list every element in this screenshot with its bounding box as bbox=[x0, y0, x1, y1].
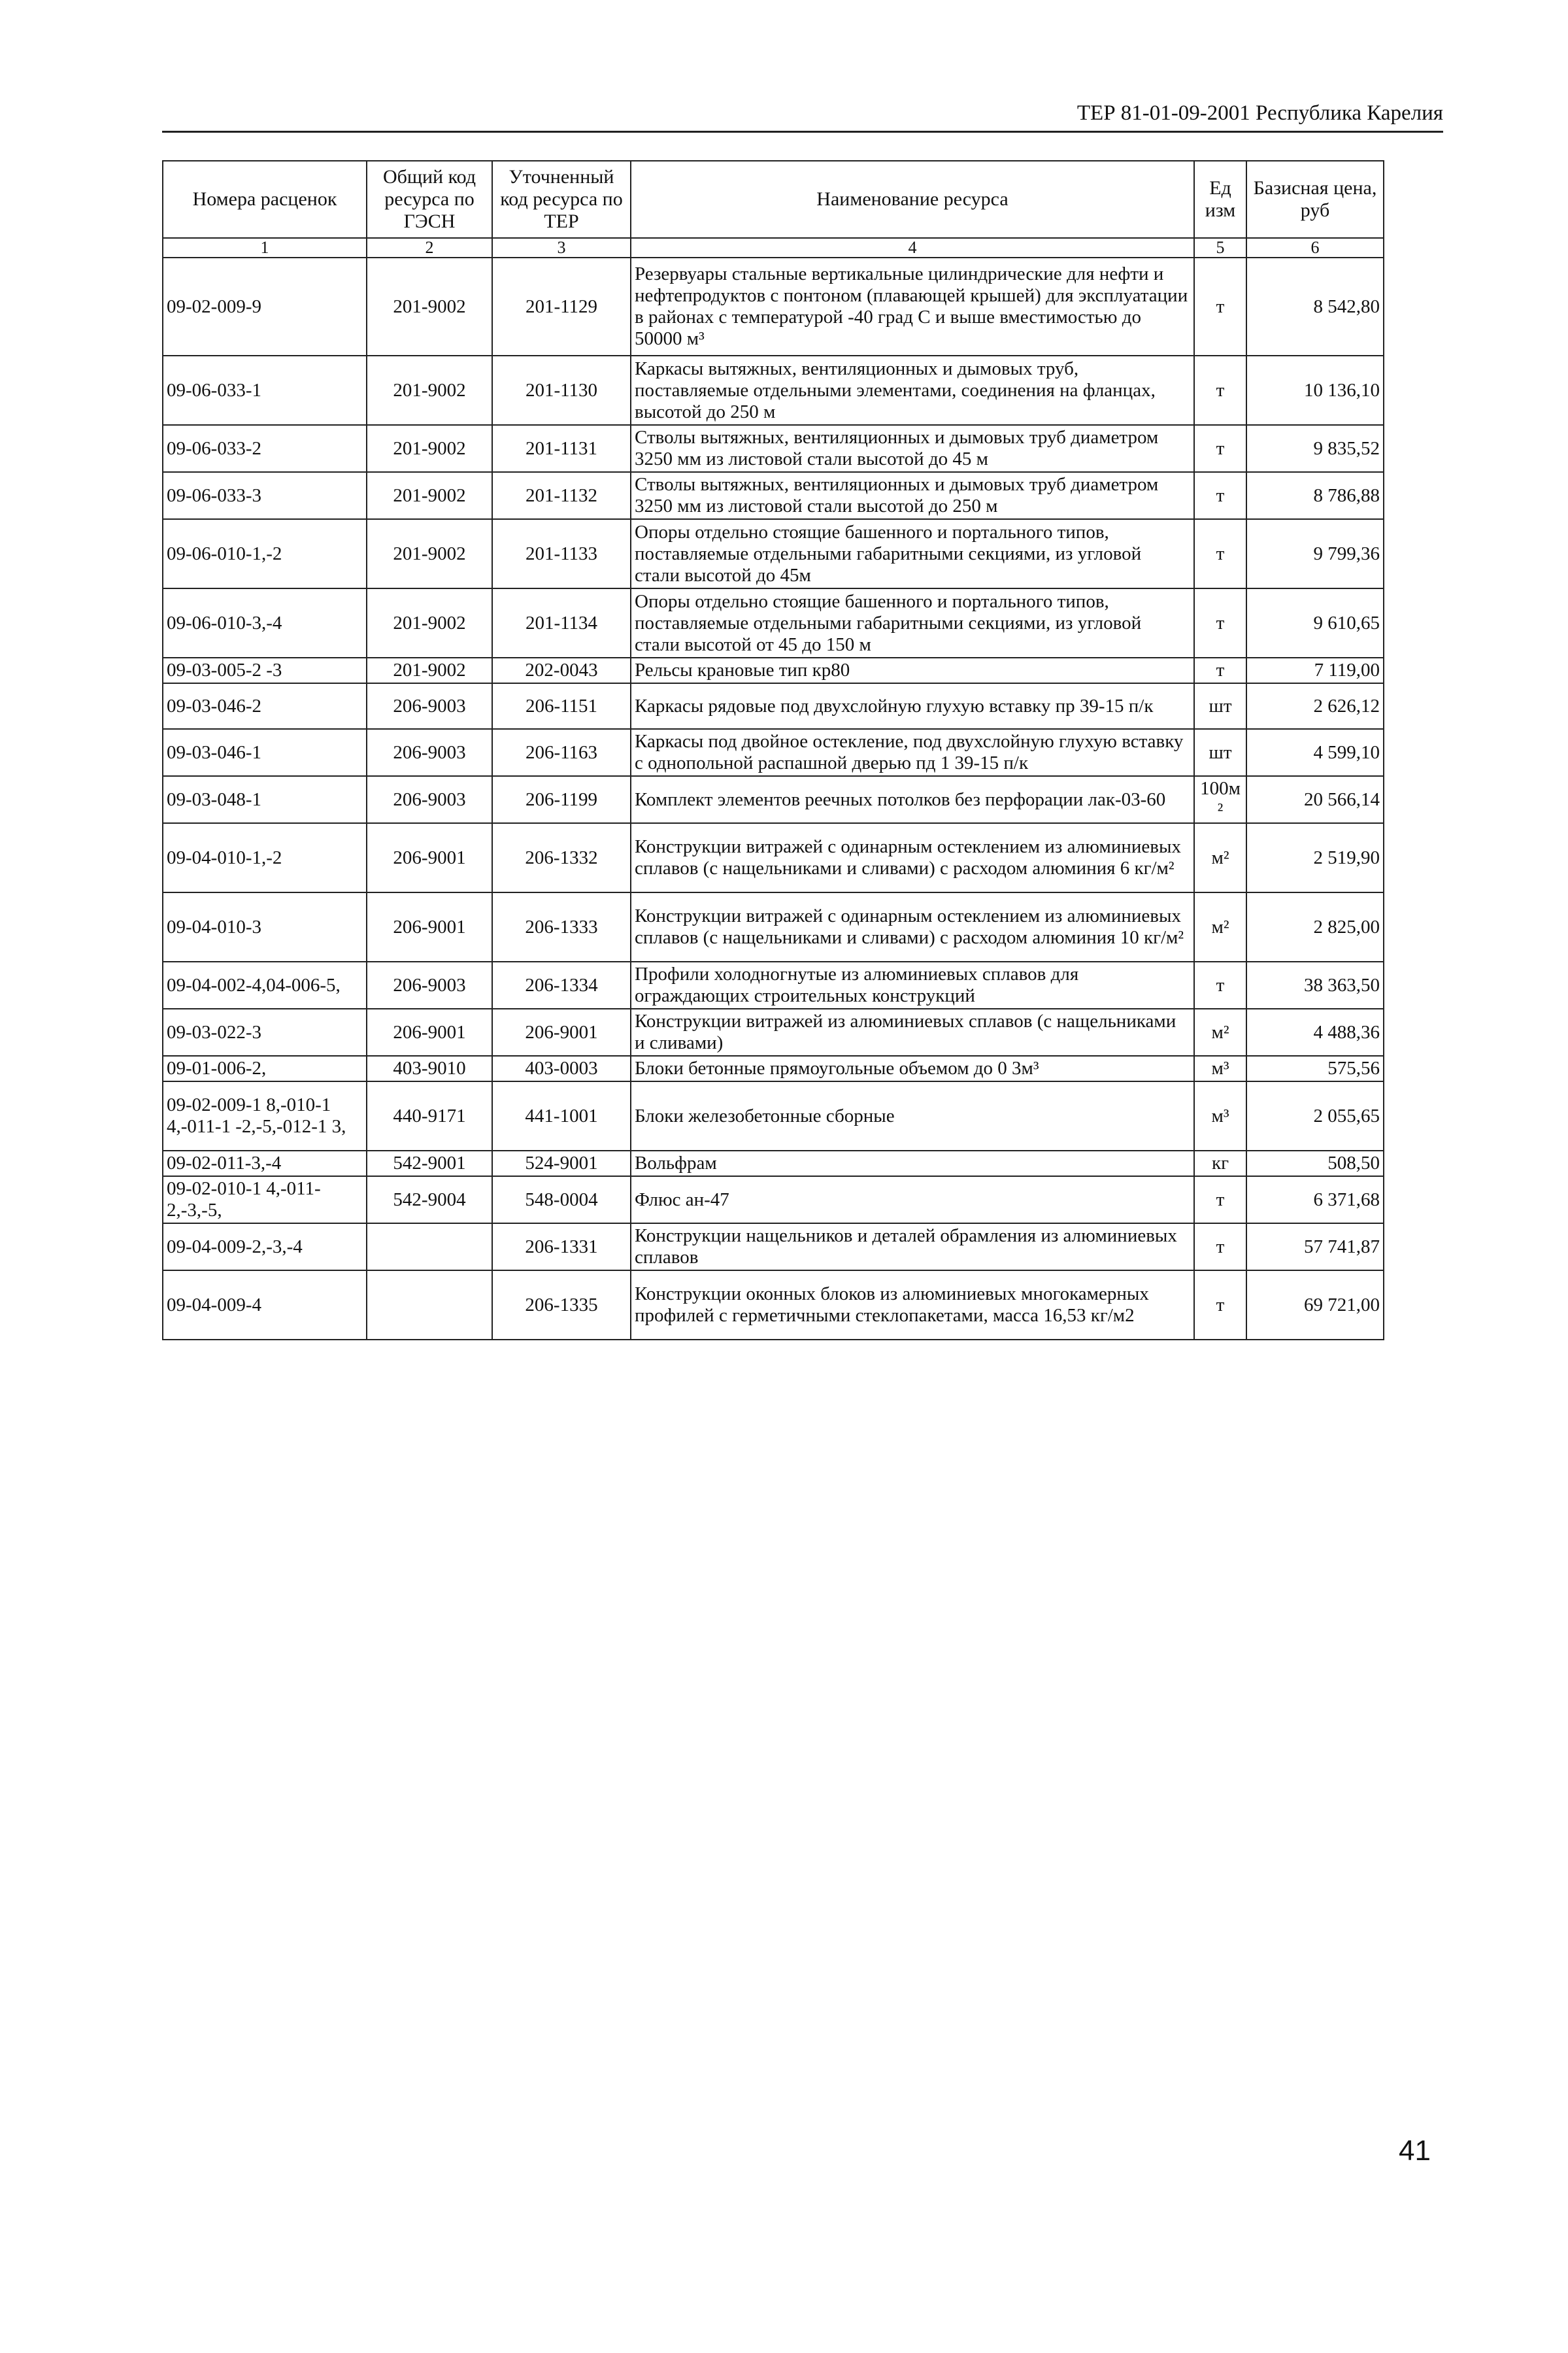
resource-name-cell: Опоры отдельно стоящие башенного и портального типов, поставляемые отдельными габаритными секциями, из угловой стали высотой от 45 до 150 м bbox=[631, 588, 1194, 658]
unit-cell: кг bbox=[1194, 1151, 1246, 1176]
price-cell: 20 566,14 bbox=[1246, 776, 1384, 823]
rate-number-cell: 09-02-011-3,-4 bbox=[163, 1151, 367, 1176]
ter-code-cell: 201-1134 bbox=[492, 588, 631, 658]
price-cell: 2 626,12 bbox=[1246, 683, 1384, 729]
column-number: 5 bbox=[1194, 238, 1246, 258]
unit-cell: т bbox=[1194, 1270, 1246, 1340]
table-row bbox=[163, 519, 1384, 588]
gesn-code-cell bbox=[367, 1270, 492, 1340]
rate-number-cell: 09-04-002-4,04-006-5, bbox=[163, 962, 367, 1009]
table-row bbox=[163, 1151, 1384, 1176]
resource-name-cell: Комплект элементов реечных потолков без перфорации лак-03-60 bbox=[631, 776, 1194, 823]
rate-number-cell: 09-06-010-3,-4 bbox=[163, 588, 367, 658]
resource-name-cell: Рельсы крановые тип кр80 bbox=[631, 658, 1194, 683]
gesn-code-cell: 201-9002 bbox=[367, 472, 492, 519]
ter-code-cell: 206-1331 bbox=[492, 1223, 631, 1270]
unit-cell: шт bbox=[1194, 683, 1246, 729]
rate-number-cell: 09-04-009-4 bbox=[163, 1270, 367, 1340]
column-number: 1 bbox=[163, 238, 367, 258]
price-cell: 69 721,00 bbox=[1246, 1270, 1384, 1340]
unit-cell: м³ bbox=[1194, 1081, 1246, 1151]
table-row bbox=[163, 658, 1384, 683]
unit-cell: т bbox=[1194, 1176, 1246, 1223]
gesn-code-cell: 201-9002 bbox=[367, 519, 492, 588]
ter-code-cell: 206-1333 bbox=[492, 892, 631, 962]
price-cell: 9 799,36 bbox=[1246, 519, 1384, 588]
column-header: Общий код ресурса по ГЭСН bbox=[367, 161, 492, 238]
price-cell: 508,50 bbox=[1246, 1151, 1384, 1176]
unit-cell: т bbox=[1194, 588, 1246, 658]
price-cell: 57 741,87 bbox=[1246, 1223, 1384, 1270]
unit-cell: т bbox=[1194, 658, 1246, 683]
table-row bbox=[163, 729, 1384, 776]
price-cell: 9 835,52 bbox=[1246, 425, 1384, 472]
gesn-code-cell bbox=[367, 1223, 492, 1270]
gesn-code-cell: 206-9001 bbox=[367, 1009, 492, 1056]
ter-code-cell: 201-1130 bbox=[492, 356, 631, 425]
resource-name-cell: Конструкции витражей с одинарным остеклением из алюминиевых сплавов (с нащельниками и сливами) с расходом алюминия 10 кг/м² bbox=[631, 892, 1194, 962]
rate-number-cell: 09-01-006-2, bbox=[163, 1056, 367, 1081]
ter-code-cell: 524-9001 bbox=[492, 1151, 631, 1176]
unit-cell: м² bbox=[1194, 823, 1246, 892]
gesn-code-cell: 206-9001 bbox=[367, 892, 492, 962]
resource-name-cell: Конструкции оконных блоков из алюминиевых многокамерных профилей с герметичными стеклопакетами, масса 16,53 кг/м2 bbox=[631, 1270, 1194, 1340]
table-row bbox=[163, 425, 1384, 472]
unit-cell: 100м² bbox=[1194, 776, 1246, 823]
rate-number-cell: 09-06-010-1,-2 bbox=[163, 519, 367, 588]
unit-cell: т bbox=[1194, 356, 1246, 425]
ter-code-cell: 201-1131 bbox=[492, 425, 631, 472]
column-header: Базисная цена, руб bbox=[1246, 161, 1384, 238]
ter-code-cell: 206-1335 bbox=[492, 1270, 631, 1340]
gesn-code-cell: 201-9002 bbox=[367, 588, 492, 658]
table-row bbox=[163, 472, 1384, 519]
column-number: 6 bbox=[1246, 238, 1384, 258]
unit-cell: м² bbox=[1194, 892, 1246, 962]
price-cell: 38 363,50 bbox=[1246, 962, 1384, 1009]
gesn-code-cell: 206-9003 bbox=[367, 683, 492, 729]
resource-name-cell: Каркасы под двойное остекление, под двухслойную глухую вставку с однопольной распашной дверью пд 1 39-15 п/к bbox=[631, 729, 1194, 776]
gesn-code-cell: 206-9003 bbox=[367, 962, 492, 1009]
ter-code-cell: 201-1133 bbox=[492, 519, 631, 588]
ter-code-cell: 206-9001 bbox=[492, 1009, 631, 1056]
column-header: Наименование ресурса bbox=[631, 161, 1194, 238]
ter-code-cell: 206-1151 bbox=[492, 683, 631, 729]
rate-number-cell: 09-03-046-2 bbox=[163, 683, 367, 729]
table-row bbox=[163, 258, 1384, 356]
rate-number-cell: 09-03-005-2 -3 bbox=[163, 658, 367, 683]
resource-name-cell: Стволы вытяжных, вентиляционных и дымовых труб диаметром 3250 мм из листовой стали высотой до 45 м bbox=[631, 425, 1194, 472]
column-number: 3 bbox=[492, 238, 631, 258]
gesn-code-cell: 542-9004 bbox=[367, 1176, 492, 1223]
resource-name-cell: Опоры отдельно стоящие башенного и портального типов, поставляемые отдельными габаритными секциями, из угловой стали высотой до 45м bbox=[631, 519, 1194, 588]
table-row bbox=[163, 1223, 1384, 1270]
price-cell: 2 519,90 bbox=[1246, 823, 1384, 892]
resource-name-cell: Блоки железобетонные сборные bbox=[631, 1081, 1194, 1151]
gesn-code-cell: 206-9003 bbox=[367, 729, 492, 776]
column-header: Ед изм bbox=[1194, 161, 1246, 238]
resource-name-cell: Каркасы рядовые под двухслойную глухую вставку пр 39-15 п/к bbox=[631, 683, 1194, 729]
gesn-code-cell: 201-9002 bbox=[367, 658, 492, 683]
unit-cell: т bbox=[1194, 472, 1246, 519]
page-header bbox=[162, 97, 1443, 133]
price-cell: 6 371,68 bbox=[1246, 1176, 1384, 1223]
gesn-code-cell: 206-9001 bbox=[367, 823, 492, 892]
price-cell: 8 542,80 bbox=[1246, 258, 1384, 356]
rate-number-cell: 09-04-010-3 bbox=[163, 892, 367, 962]
table-row bbox=[163, 1176, 1384, 1223]
column-number: 2 bbox=[367, 238, 492, 258]
ter-code-cell: 206-1334 bbox=[492, 962, 631, 1009]
rate-number-cell: 09-03-048-1 bbox=[163, 776, 367, 823]
rate-number-cell: 09-03-022-3 bbox=[163, 1009, 367, 1056]
rate-number-cell: 09-04-009-2,-3,-4 bbox=[163, 1223, 367, 1270]
resource-name-cell: Профили холодногнутые из алюминиевых сплавов для ограждающих строительных конструкций bbox=[631, 962, 1194, 1009]
table-row bbox=[163, 1009, 1384, 1056]
table-row bbox=[163, 892, 1384, 962]
table-row bbox=[163, 356, 1384, 425]
gesn-code-cell: 201-9002 bbox=[367, 425, 492, 472]
page-number: 41 bbox=[1399, 2135, 1431, 2167]
ter-code-cell: 206-1199 bbox=[492, 776, 631, 823]
resource-name-cell: Конструкции витражей из алюминиевых сплавов (с нащельниками и сливами) bbox=[631, 1009, 1194, 1056]
gesn-code-cell: 201-9002 bbox=[367, 258, 492, 356]
table-row bbox=[163, 1081, 1384, 1151]
table-row bbox=[163, 962, 1384, 1009]
resource-name-cell: Флюс ан-47 bbox=[631, 1176, 1194, 1223]
price-cell: 575,56 bbox=[1246, 1056, 1384, 1081]
resource-name-cell: Резервуары стальные вертикальные цилиндрические для нефти и нефтепродуктов с понтоном (плавающей крышей) для эксплуатации в районах с температурой -40 град С и выше вместимостью до 50000 м³ bbox=[631, 258, 1194, 356]
resource-name-cell: Блоки бетонные прямоугольные объемом до 0 3м³ bbox=[631, 1056, 1194, 1081]
unit-cell: шт bbox=[1194, 729, 1246, 776]
unit-cell: м³ bbox=[1194, 1056, 1246, 1081]
column-header: Уточненный код ресурса по ТЕР bbox=[492, 161, 631, 238]
unit-cell: т bbox=[1194, 519, 1246, 588]
ter-code-cell: 206-1332 bbox=[492, 823, 631, 892]
rate-number-cell: 09-02-009-1 8,-010-1 4,-011-1 -2,-5,-012-1 3, bbox=[163, 1081, 367, 1151]
price-cell: 10 136,10 bbox=[1246, 356, 1384, 425]
rate-number-cell: 09-02-009-9 bbox=[163, 258, 367, 356]
ter-code-cell: 201-1132 bbox=[492, 472, 631, 519]
resource-name-cell: Каркасы вытяжных, вентиляционных и дымовых труб, поставляемые отдельными элементами, соединения на фланцах, высотой до 250 м bbox=[631, 356, 1194, 425]
ter-code-cell: 548-0004 bbox=[492, 1176, 631, 1223]
price-cell: 4 599,10 bbox=[1246, 729, 1384, 776]
price-cell: 7 119,00 bbox=[1246, 658, 1384, 683]
resource-name-cell: Конструкции нащельников и деталей обрамления из алюминиевых сплавов bbox=[631, 1223, 1194, 1270]
table-row bbox=[163, 823, 1384, 892]
rate-number-cell: 09-04-010-1,-2 bbox=[163, 823, 367, 892]
price-cell: 2 825,00 bbox=[1246, 892, 1384, 962]
rate-number-cell: 09-06-033-1 bbox=[163, 356, 367, 425]
gesn-code-cell: 403-9010 bbox=[367, 1056, 492, 1081]
unit-cell: м² bbox=[1194, 1009, 1246, 1056]
resource-price-table bbox=[162, 160, 1384, 1340]
resource-name-cell: Стволы вытяжных, вентиляционных и дымовых труб диаметром 3250 мм из листовой стали высотой до 250 м bbox=[631, 472, 1194, 519]
resource-name-cell: Вольфрам bbox=[631, 1151, 1194, 1176]
gesn-code-cell: 542-9001 bbox=[367, 1151, 492, 1176]
ter-code-cell: 403-0003 bbox=[492, 1056, 631, 1081]
unit-cell: т bbox=[1194, 425, 1246, 472]
column-number: 4 bbox=[631, 238, 1194, 258]
unit-cell: т bbox=[1194, 1223, 1246, 1270]
table-row bbox=[163, 1270, 1384, 1340]
price-cell: 4 488,36 bbox=[1246, 1009, 1384, 1056]
rate-number-cell: 09-06-033-3 bbox=[163, 472, 367, 519]
ter-code-cell: 441-1001 bbox=[492, 1081, 631, 1151]
price-cell: 9 610,65 bbox=[1246, 588, 1384, 658]
gesn-code-cell: 201-9002 bbox=[367, 356, 492, 425]
ter-code-cell: 202-0043 bbox=[492, 658, 631, 683]
rate-number-cell: 09-06-033-2 bbox=[163, 425, 367, 472]
price-cell: 2 055,65 bbox=[1246, 1081, 1384, 1151]
document-title: ТЕР 81-01-09-2001 Республика Карелия bbox=[1076, 101, 1443, 125]
table-row bbox=[163, 776, 1384, 823]
table-header-row bbox=[163, 161, 1384, 238]
gesn-code-cell: 440-9171 bbox=[367, 1081, 492, 1151]
table-row bbox=[163, 683, 1384, 729]
rate-number-cell: 09-02-010-1 4,-011-2,-3,-5, bbox=[163, 1176, 367, 1223]
table-row bbox=[163, 1056, 1384, 1081]
table-body bbox=[163, 258, 1384, 1340]
price-cell: 8 786,88 bbox=[1246, 472, 1384, 519]
resource-name-cell: Конструкции витражей с одинарным остеклением из алюминиевых сплавов (с нащельниками и сливами) с расходом алюминия 6 кг/м² bbox=[631, 823, 1194, 892]
column-header: Номера расценок bbox=[163, 161, 367, 238]
unit-cell: т bbox=[1194, 962, 1246, 1009]
table-row bbox=[163, 588, 1384, 658]
column-number-row bbox=[163, 238, 1384, 258]
unit-cell: т bbox=[1194, 258, 1246, 356]
rate-number-cell: 09-03-046-1 bbox=[163, 729, 367, 776]
gesn-code-cell: 206-9003 bbox=[367, 776, 492, 823]
ter-code-cell: 201-1129 bbox=[492, 258, 631, 356]
ter-code-cell: 206-1163 bbox=[492, 729, 631, 776]
